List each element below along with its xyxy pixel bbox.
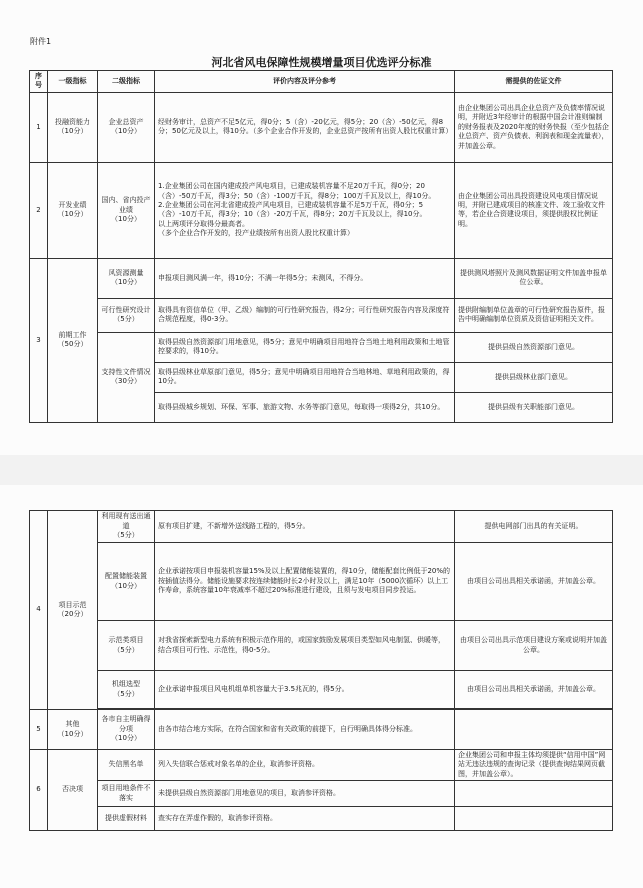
level1-name: 其他 — [65, 720, 80, 729]
document-title: 河北省风电保障性规模增量项目优选评分标准 — [211, 56, 432, 69]
level1-score: （20分） — [57, 610, 88, 618]
level2-cell — [98, 92, 155, 162]
header-level1: 一级指标 — [48, 71, 98, 93]
level2-score: （10分） — [111, 581, 141, 590]
level2-name: 支持性文件情况 — [101, 367, 151, 376]
content-cell: 由各市结合地方实际，在符合国家和省有关政策的前提下，自行明确具体得分标准。 — [155, 710, 455, 750]
level2-cell — [98, 621, 155, 671]
level1-name: 前期工作 — [58, 330, 87, 339]
header-level2: 二级指标 — [98, 71, 155, 93]
level2-score: （10分） — [111, 127, 141, 136]
table-row — [30, 332, 613, 362]
content-cell — [155, 162, 455, 258]
docs-cell — [455, 807, 613, 831]
level2-cell — [98, 710, 155, 750]
level1-score: （50分） — [57, 340, 88, 349]
level2-cell — [98, 162, 155, 258]
table-row — [30, 162, 613, 258]
docs-cell: 提供县级自然资源部门意见。 — [455, 332, 613, 362]
level1-score: （10分） — [57, 729, 88, 738]
level2-score: （5分） — [113, 315, 139, 324]
content-cell: 经财务审计，总资产不足5亿元，得0分；5（含）-20亿元，得5分；20（含）-50亿元，得8分；50亿元及以上，得10分。（多个企业合作开发的，企业总资产按所有出资人股比权重计算） — [155, 92, 455, 162]
level2-score: （5分） — [113, 645, 139, 654]
table-row — [30, 807, 613, 831]
content-line: 1.企业集团公司在国内建成投产风电项目，已建成装机容量不足20万千瓦，得0分；20（含）-50万千瓦，得3分；50（含）-100万千瓦，得8分；100万千瓦及以上，得10分。 — [158, 182, 436, 200]
level2-name: 机组选型 — [112, 680, 140, 689]
docs-cell: 提供县级有关职能部门意见。 — [455, 392, 613, 422]
scoring-table-part-2 — [29, 510, 613, 831]
table-row — [30, 781, 613, 807]
scoring-table-part-1 — [29, 70, 613, 423]
level2-name: 风资源测量 — [108, 268, 144, 277]
level2-cell — [98, 258, 155, 298]
level2-score: （10分） — [111, 215, 141, 224]
docs-cell: 提供县级林业部门意见。 — [455, 362, 613, 392]
content-cell: 原有项目扩建，不新增外送线路工程的，得5分。 — [155, 511, 455, 543]
row-number: 4 — [30, 511, 48, 710]
header-no: 序号 — [30, 71, 48, 93]
content-cell: 取得县级自然资源部门用地意见，得5分；意见中明确项目用地符合当地土地利用政策和土地管控要求的，得10分。 — [155, 332, 455, 362]
level1-cell — [48, 92, 98, 162]
table-row — [30, 750, 613, 781]
table-row — [30, 621, 613, 671]
docs-cell: 企业集团公司和申报主体均须提供“信用中国”网站无违法违规的查询记录（提供查询结果网页截图，并加盖公章）。 — [455, 750, 613, 781]
docs-cell: 由企业集团公司出具投资建设风电项目情况说明，并附已建成项目的核准文件、竣工验收文件等，若企业合资建设项目，须提供股权比例证明。 — [455, 162, 613, 258]
level1-cell — [48, 750, 98, 831]
header-docs: 需提供的佐证文件 — [455, 71, 613, 93]
level2-cell: 提供虚假材料 — [98, 807, 155, 831]
table-header-row — [30, 71, 613, 93]
row-number: 2 — [30, 162, 48, 258]
level2-cell — [98, 332, 155, 422]
content-cell: 企业承诺按项目申报装机容量15%及以上配置储能装置的，得10分，储能配套比例低于20%的按插值法得分。储能设施要求按连续储能时长2小时及以上，满足10年（5000次循环）以上工作寿命，系统容量10年衰减率不超过20%标准进行建设，且须与发电项目同步投运。 — [155, 543, 455, 621]
attachment-label: 附件1 — [30, 37, 52, 46]
level1-name: 项目示范 — [58, 600, 87, 609]
level1-cell — [48, 258, 98, 422]
level1-score: （10分） — [57, 210, 88, 219]
content-cell: 未提供县级自然资源部门用地意见的项目，取消参评资格。 — [155, 781, 455, 807]
content-cell: 取得县级城乡规划、环保、军事、旅游文物、水务等部门意见，每取得一项得2分，共10分。 — [155, 392, 455, 422]
document-page-2 — [0, 485, 643, 888]
level2-name: 国内、省内投产业绩 — [101, 196, 151, 214]
table-row — [30, 543, 613, 621]
content-cell: 取得县级林业草原部门意见，得5分；意见中明确项目用地符合当地林地、草地利用政策的，得10分。 — [155, 362, 455, 392]
level1-name: 否决项 — [62, 785, 83, 794]
level2-name: 利用现有送出通道 — [101, 512, 151, 530]
level2-score: （5分） — [113, 531, 139, 540]
level2-score: （5分） — [113, 689, 139, 698]
page-gap — [0, 455, 643, 485]
table-row — [30, 92, 613, 162]
level2-score: （10分） — [111, 278, 141, 287]
level2-cell — [98, 543, 155, 621]
docs-cell: 由项目公司出具相关承诺函，并加盖公章。 — [455, 543, 613, 621]
row-number: 5 — [30, 710, 48, 750]
level2-name: 配置储能装置 — [105, 572, 147, 581]
level2-cell — [98, 298, 155, 332]
level1-name: 投融资能力 — [55, 117, 90, 126]
level2-name: 示范类项目 — [108, 636, 144, 645]
level2-score: （10分） — [111, 734, 141, 743]
docs-cell — [455, 781, 613, 807]
level1-score: （10分） — [57, 127, 88, 136]
table-row — [30, 511, 613, 543]
content-cell: 对我省探索新型电力系统有积极示范作用的，或国家鼓励发展项目类型如风电制氢、供暖等，结合项目可行性、示范性，得0-5分。 — [155, 621, 455, 671]
level1-cell — [48, 162, 98, 258]
row-number: 1 — [30, 92, 48, 162]
level2-cell — [98, 671, 155, 709]
table-row — [30, 258, 613, 298]
docs-cell: 由企业集团公司出具企业总资产及负债率情况说明，并附近3年经审计的根据中国会计准则编制的财务报表及2020年度的财务快报（至少包括企业总资产、资产负债表、利润表和现金流量表），并加盖公章。 — [455, 92, 613, 162]
level1-name: 开发业绩 — [58, 200, 87, 209]
content-cell: 取得具有资信单位（甲、乙级）编制的可行性研究报告，得2分；可行性研究报告内容及深度符合规范程度，得0-3分。 — [155, 298, 455, 332]
level1-cell — [48, 710, 98, 750]
row-number: 3 — [30, 258, 48, 422]
level2-score: （30分） — [111, 377, 141, 386]
level2-name: 各市自主明确得分项 — [101, 715, 151, 733]
content-cell: 查实存在弄虚作假的，取消参评资格。 — [155, 807, 455, 831]
table-row — [30, 671, 613, 709]
row-number: 6 — [30, 750, 48, 831]
table-row — [30, 710, 613, 750]
content-line: 以上两项评分取得分最高者。 — [158, 219, 249, 228]
level2-cell: 失信黑名单 — [98, 750, 155, 781]
content-cell: 申报项目测风满一年，得10分；不满一年得5分；未测风，不得分。 — [155, 258, 455, 298]
level2-cell — [98, 511, 155, 543]
docs-cell: 由项目公司出具相关承诺函，并加盖公章。 — [455, 671, 613, 709]
docs-cell: 提供附编制单位盖章的可行性研究报告原件，报告中明确编制单位资质及资信证明相关文件。 — [455, 298, 613, 332]
level2-cell: 项目用地条件不落实 — [98, 781, 155, 807]
level1-cell — [48, 511, 98, 710]
docs-cell — [455, 710, 613, 750]
docs-cell: 提供电网部门出具的有关证明。 — [455, 511, 613, 543]
content-line: （多个企业合作开发的，投产业绩按所有出资人股比权重计算） — [158, 229, 354, 238]
content-cell: 列入失信联合惩戒对象名单的企业，取消参评资格。 — [155, 750, 455, 781]
docs-cell: 提供测风塔照片及测风数据证明文件加盖申报单位公章。 — [455, 258, 613, 298]
docs-cell: 由项目公司出具示范项目建设方案或说明并加盖公章。 — [455, 621, 613, 671]
level2-name: 企业总资产 — [108, 117, 144, 126]
content-cell: 企业承诺申报项目风电机组单机容量大于3.5兆瓦的，得5分。 — [155, 671, 455, 709]
level2-name: 可行性研究设计 — [101, 305, 151, 314]
table-row — [30, 298, 613, 332]
header-content: 评价内容及评分参考 — [155, 71, 455, 93]
content-line: 2.企业集团公司在河北省建成投产风电项目，已建成装机容量不足5万千瓦，得0分；5（含）-10万千瓦，得3分；10（含）-20万千瓦，得8分；20万千瓦及以上，得10分。 — [158, 200, 427, 219]
